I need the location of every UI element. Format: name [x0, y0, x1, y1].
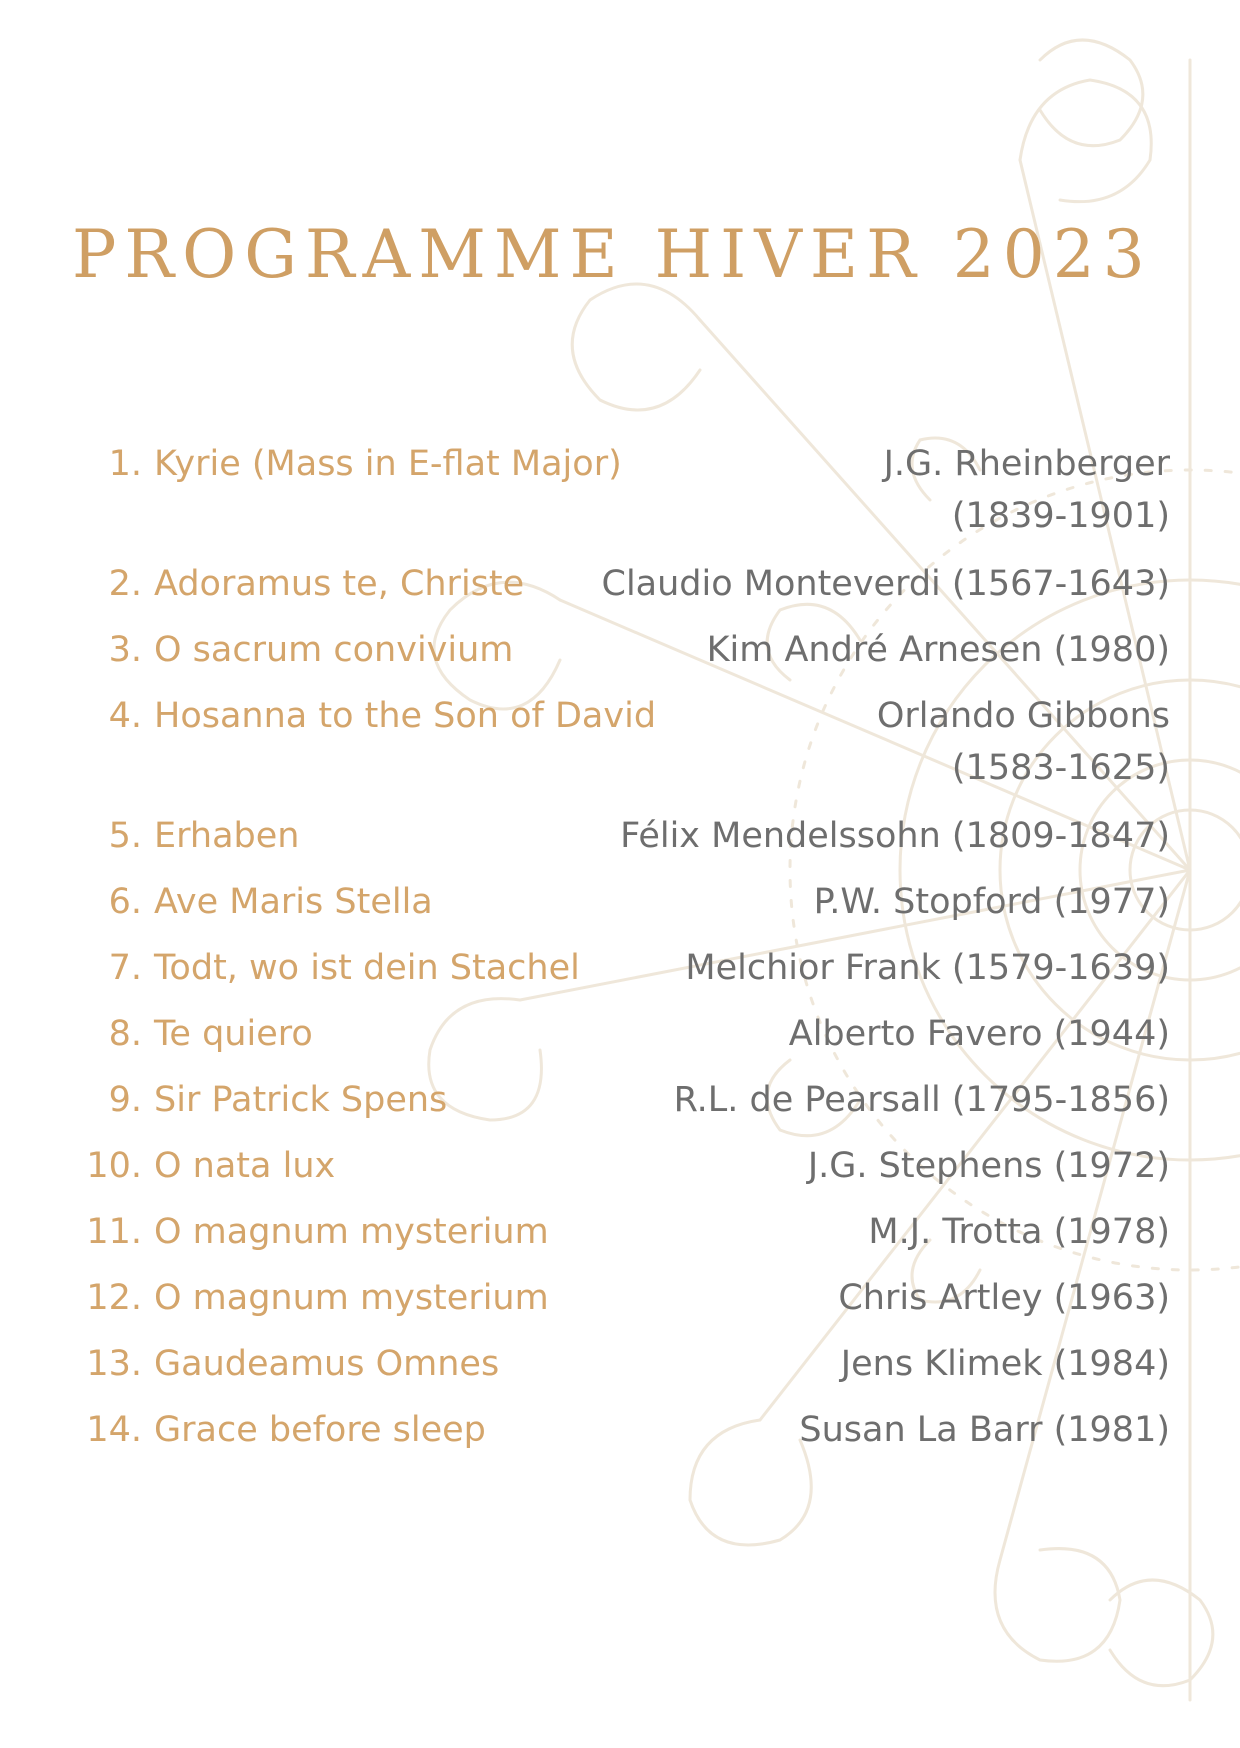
programme-item	[72, 1338, 1170, 1404]
composer: R.L. de Pearsall (1795-1856)	[673, 1080, 1170, 1120]
item-number: 14.	[86, 1410, 142, 1450]
composer: Claudio Monteverdi (1567-1643)	[601, 564, 1170, 604]
item-number: 8.	[108, 1014, 142, 1054]
piece-title: Kyrie (Mass in E-flat Major)	[154, 444, 622, 484]
piece-title: O magnum mysterium	[154, 1278, 549, 1318]
item-number: 12.	[86, 1278, 142, 1318]
programme-item	[72, 810, 1170, 876]
item-number: 4.	[108, 696, 142, 736]
composer: Félix Mendelssohn (1809-1847)	[620, 816, 1170, 856]
programme-item	[72, 1404, 1170, 1470]
composer: Chris Artley (1963)	[838, 1278, 1170, 1318]
item-number: 9.	[108, 1080, 142, 1120]
composer: Alberto Favero (1944)	[788, 1014, 1170, 1054]
programme-item	[72, 438, 1170, 558]
item-number: 13.	[86, 1344, 142, 1384]
piece-title: Ave Maris Stella	[154, 882, 433, 922]
piece-title: Hosanna to the Son of David	[154, 696, 657, 736]
item-number: 2.	[108, 564, 142, 604]
item-number: 10.	[86, 1146, 142, 1186]
piece-title: O sacrum convivium	[154, 630, 514, 670]
programme-item	[72, 690, 1170, 810]
piece-title: Te quiero	[154, 1014, 313, 1054]
item-number: 11.	[86, 1212, 142, 1252]
piece-title: O magnum mysterium	[154, 1212, 549, 1252]
programme-list	[72, 438, 1170, 1470]
page-title: PROGRAMME HIVER 2023	[72, 216, 1153, 293]
programme-item	[72, 876, 1170, 942]
item-number: 3.	[108, 630, 142, 670]
composer: M.J. Trotta (1978)	[868, 1212, 1170, 1252]
programme-item	[72, 558, 1170, 624]
piece-title: Grace before sleep	[154, 1410, 486, 1450]
item-number: 7.	[108, 948, 142, 988]
composer: Jens Klimek (1984)	[840, 1344, 1170, 1384]
programme-item	[72, 1008, 1170, 1074]
piece-title: Todt, wo ist dein Stachel	[154, 948, 580, 988]
piece-title: Gaudeamus Omnes	[154, 1344, 500, 1384]
composer: J.G. Stephens (1972)	[807, 1146, 1170, 1186]
piece-title: O nata lux	[154, 1146, 336, 1186]
programme-item	[72, 1272, 1170, 1338]
composer: Susan La Barr (1981)	[799, 1410, 1170, 1450]
piece-title: Erhaben	[154, 816, 300, 856]
composer: Kim André Arnesen (1980)	[706, 630, 1170, 670]
composer: P.W. Stopford (1977)	[813, 882, 1170, 922]
programme-item	[72, 624, 1170, 690]
programme-item	[72, 1206, 1170, 1272]
item-number: 6.	[108, 882, 142, 922]
programme-item	[72, 942, 1170, 1008]
composer: Melchior Frank (1579-1639)	[685, 948, 1170, 988]
piece-title: Sir Patrick Spens	[154, 1080, 448, 1120]
item-number: 5.	[108, 816, 142, 856]
composer: Orlando Gibbons (1583-1625)	[876, 696, 1170, 788]
programme-item	[72, 1074, 1170, 1140]
composer: J.G. Rheinberger (1839-1901)	[883, 444, 1170, 536]
item-number: 1.	[108, 444, 142, 484]
programme-item	[72, 1140, 1170, 1206]
piece-title: Adoramus te, Christe	[154, 564, 525, 604]
